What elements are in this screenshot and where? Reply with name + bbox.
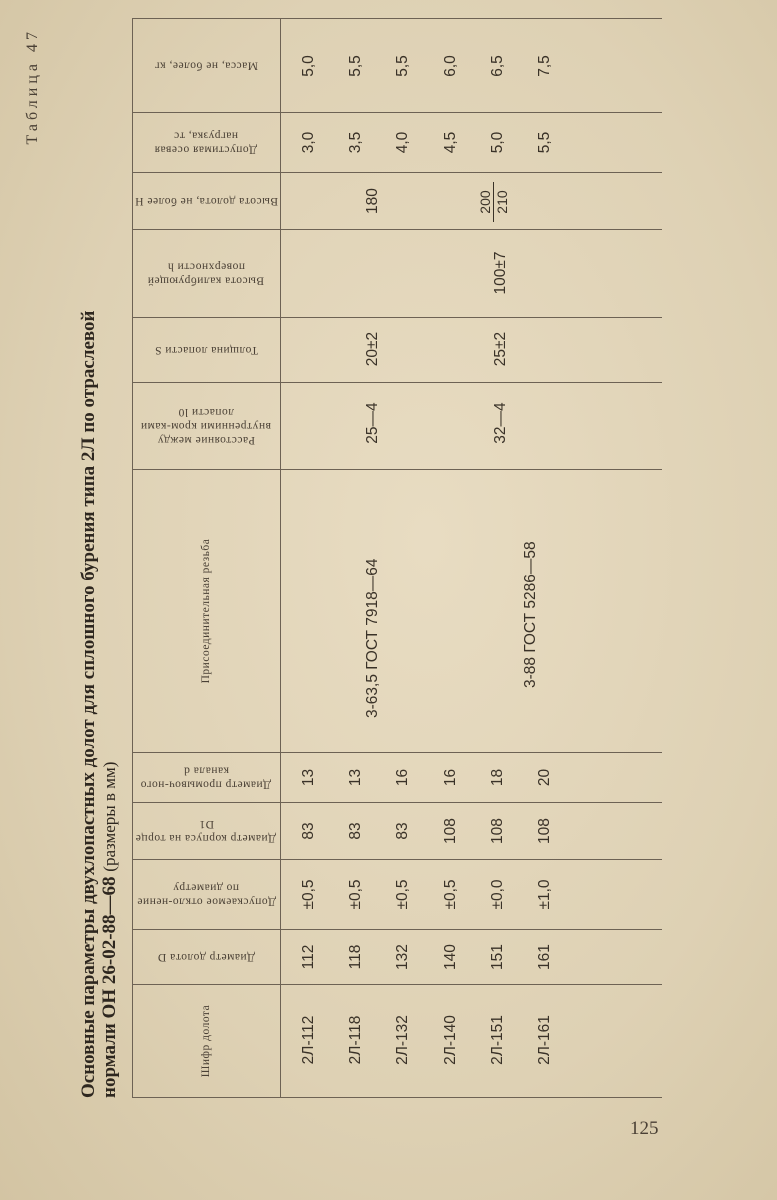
cell-channel-diameter: 16 — [442, 768, 459, 787]
cell-axial-load: 3,0 — [300, 131, 317, 154]
header-mass: Масса, не более, кг — [154, 59, 258, 72]
cell-diameter: 118 — [347, 944, 364, 970]
table-title — [78, 18, 120, 1098]
header-diameter: Диаметр долота D — [157, 951, 255, 963]
title-line-2: нормали ОН 26-02-88—68 — [99, 876, 120, 1098]
cell-channel-diameter: 13 — [347, 768, 364, 787]
header-axial-load: Допустимая осевая нагрузка, тс — [154, 129, 258, 156]
header-bottom-rule — [280, 18, 281, 1098]
header-gauge-height: Высота калибрующей поверхности h — [147, 260, 265, 287]
header-code: Шифр долота — [200, 1004, 212, 1078]
thickness-group-2: 25±2 — [492, 331, 509, 367]
header-thread: Присоединительная резьба — [200, 538, 212, 684]
title-line-1: Основные параметры двухлопастных долот для сплошного бурения типа 2Л по отраслевой — [78, 310, 99, 1098]
cell-code: 2Л-161 — [536, 1015, 553, 1065]
cell-diameter: 140 — [442, 944, 459, 970]
cell-channel-diameter: 13 — [300, 768, 317, 787]
cell-tolerance: ±0,5 — [394, 879, 411, 910]
header-distance: Расстояние между внутренними кром-ками лопасти l0 — [140, 406, 272, 446]
header-thickness: Толщина лопасти S — [154, 344, 258, 356]
cell-mass: 5,5 — [347, 55, 364, 77]
cell-body-diameter: 108 — [536, 818, 553, 844]
cell-mass: 6,0 — [442, 55, 459, 77]
cell-mass: 7,5 — [536, 55, 553, 77]
cell-body-diameter: 108 — [489, 818, 506, 844]
cell-channel-diameter: 20 — [536, 768, 553, 787]
cell-axial-load: 3,5 — [347, 131, 364, 154]
header-bit-height: Высота долота, не более H — [134, 195, 278, 207]
cell-mass: 6,5 — [489, 55, 506, 77]
cell-axial-load: 5,0 — [489, 131, 506, 154]
cell-body-diameter: 83 — [300, 822, 317, 840]
cell-body-diameter: 108 — [442, 818, 459, 844]
cell-body-diameter: 83 — [394, 822, 411, 840]
cell-channel-diameter: 18 — [489, 768, 506, 787]
cell-mass: 5,0 — [300, 55, 317, 77]
cell-diameter: 151 — [489, 944, 506, 970]
cell-body-diameter: 83 — [347, 822, 364, 840]
thread-group-2: 3-88 ГОСТ 5286—58 — [522, 541, 539, 688]
header-channel-diameter: Диаметр промывоч-ного канала d — [140, 764, 272, 791]
title-units: (размеры в мм) — [100, 761, 119, 872]
cell-diameter: 112 — [300, 944, 317, 970]
gauge-height-value: 100±7 — [492, 251, 509, 295]
cell-tolerance: ±0,5 — [442, 879, 459, 910]
table-label: Таблица 47 — [24, 28, 41, 145]
distance-group-1: 25—4 — [364, 402, 381, 444]
cell-axial-load: 4,5 — [442, 131, 459, 154]
header-body-diameter: Диаметр корпуса на торце D1 — [135, 818, 277, 844]
col-rule — [132, 1097, 662, 1098]
cell-diameter: 161 — [536, 944, 553, 970]
cell-tolerance: ±0,5 — [300, 879, 317, 910]
distance-group-2: 32—4 — [492, 402, 509, 444]
cell-mass: 5,5 — [394, 55, 411, 77]
cell-code: 2Л-151 — [489, 1015, 506, 1065]
cell-code: 2Л-112 — [300, 1015, 317, 1065]
bit-height-denominator: 210 — [494, 190, 510, 214]
rotated-table-page — [24, 0, 676, 1128]
cell-channel-diameter: 16 — [394, 768, 411, 787]
cell-axial-load: 5,5 — [536, 131, 553, 154]
cell-diameter: 132 — [394, 944, 411, 970]
thickness-group-1: 20±2 — [364, 331, 381, 367]
page-number: 125 — [630, 1118, 659, 1139]
cell-tolerance: ±1,0 — [536, 879, 553, 910]
header-tolerance: Допускаемое откло-нение по диаметру — [136, 881, 276, 908]
bit-height-group-1: 180 — [364, 188, 381, 214]
cell-axial-load: 4,0 — [394, 131, 411, 154]
cell-code: 2Л-118 — [347, 1015, 364, 1065]
bit-height-numerator: 200 — [477, 182, 494, 222]
cell-tolerance: ±0,5 — [347, 879, 364, 910]
cell-code: 2Л-140 — [442, 1015, 459, 1065]
cell-tolerance: ±0,0 — [489, 879, 506, 910]
bit-height-group-2 — [477, 182, 510, 222]
cell-code: 2Л-132 — [394, 1015, 411, 1065]
thread-group-1: 3-63,5 ГОСТ 7918—64 — [364, 558, 381, 718]
parameters-table — [132, 18, 662, 1098]
